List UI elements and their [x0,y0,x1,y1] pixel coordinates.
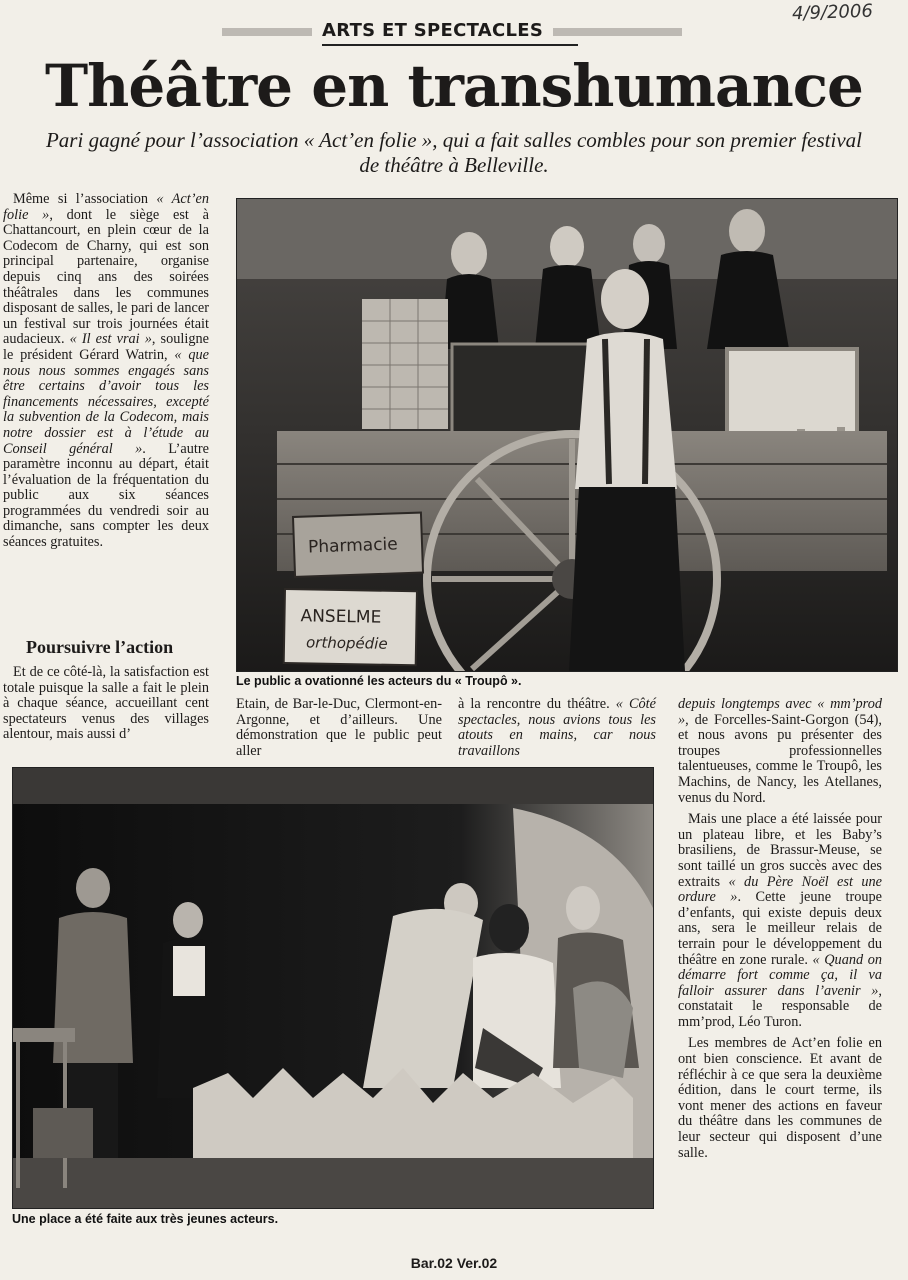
paragraph-conclusion: Les membres de Act’en folie en ont bien conscience. Et avant de réfléchir à ce que sera la deuxième édition, dans le court terme, ils vont mener des actions en faveur du théâtre dans les communes de leur secteur qui disposent d’une salle. [678,1035,882,1161]
section-title: ARTS ET SPECTACLES [312,18,553,44]
column-1-continued [3,665,209,749]
photo-young-actors-illustration [13,768,653,1208]
paragraph-theatre: à la rencontre du théâtre. « Côté spectacles, nous avions tous les atouts en mains, car nous travaillons [458,696,656,759]
page-footer: Bar.02 Ver.02 [410,1255,498,1271]
article-subtitle: Pari gagné pour l’association « Act’en folie », qui a fait salles combles pour son premier festival de théâtre à Belleville. [45,128,862,177]
paragraph-intro: Même si l’association « Act’en folie », dont le siège est à Chattancourt, en plein cœur de la Codecom de Charny, qui est son principal partenaire, organise depuis cinq ans des soirées théâtrales dans les communes disposant de salles, le pari de lancer un festival sur trois journées était audacieux. « Il est vrai », souligne le président Gérard Watrin, « que nous nous sommes engagés sans être certains d’avoir tous les financements nécessaires, excepté la subvention de la Codecom, mais notre dossier est à l’étude au Conseil général ». L’autre paramètre inconnu au départ, était l’évaluation de la fréquentation du public aux six séances programmées du vendredi soir au dimanche, sans compter les deux séances gratuites. [3,191,209,551]
section-header [222,18,682,46]
section-underline [322,44,578,46]
article-headline: Théâtre en transhumance [45,52,863,120]
subheading: Poursuivre l’action [26,637,174,657]
column-1 [3,192,209,557]
paragraph-mmprod: depuis longtemps avec « mm’prod », de Forcelles-Saint-Gorgon (54), et nous avons pu présenter des troupes professionnelles talentueuses, comme le Troupô, les Machins, de Nancy, les Atellanes, venus du Nord. [678,696,882,806]
photo-troupo-illustration [237,199,897,671]
anselme-sign-subtext: orthopédie [305,633,388,653]
photo-1-caption: Le public a ovationné les acteurs du « Troupô ». [236,674,522,688]
photo-2-caption: Une place a été faite aux très jeunes acteurs. [12,1212,279,1226]
pharmacie-sign [293,513,423,577]
paragraph-cities: Etain, de Bar-le-Duc, Clermont-en-Argonne, et d’ailleurs. Une démonstration que le public peut aller [236,696,442,759]
photo-troupo-actors [236,198,898,672]
paragraph-plateau-libre: Mais une place a été laissée pour un plateau libre, et les Baby’s brasiliens, de Brassur-Meuse, se sont taillé un gros succès avec des extraits « du Père Noël est une ordure ». Cette jeune troupe d’enfants, qui existe depuis deux ans, sera le meilleur relais de terrain pour le développement du théâtre en zone rurale. « Quand on démarre fort comme ça, il va falloir assurer dans l’avenir », constatait le responsable de mm’prod, Léo Turon. [678,811,882,1030]
anselme-sign [284,589,417,665]
column-2 [236,697,442,765]
handwritten-date: 4/9/2006 [791,0,874,25]
anselme-sign-text: ANSELME [300,606,382,628]
column-4 [678,697,882,1167]
pharmacie-sign-text: Pharmacie [307,534,399,558]
photo-young-actors [12,767,654,1209]
column-3 [458,697,656,765]
paragraph-satisfaction: Et de ce côté-là, la satisfaction est totale puisque la salle a fait le plein à chaque séance, accueillant cent spectateurs venus des villages alentour, mais aussi d’ [3,664,209,743]
